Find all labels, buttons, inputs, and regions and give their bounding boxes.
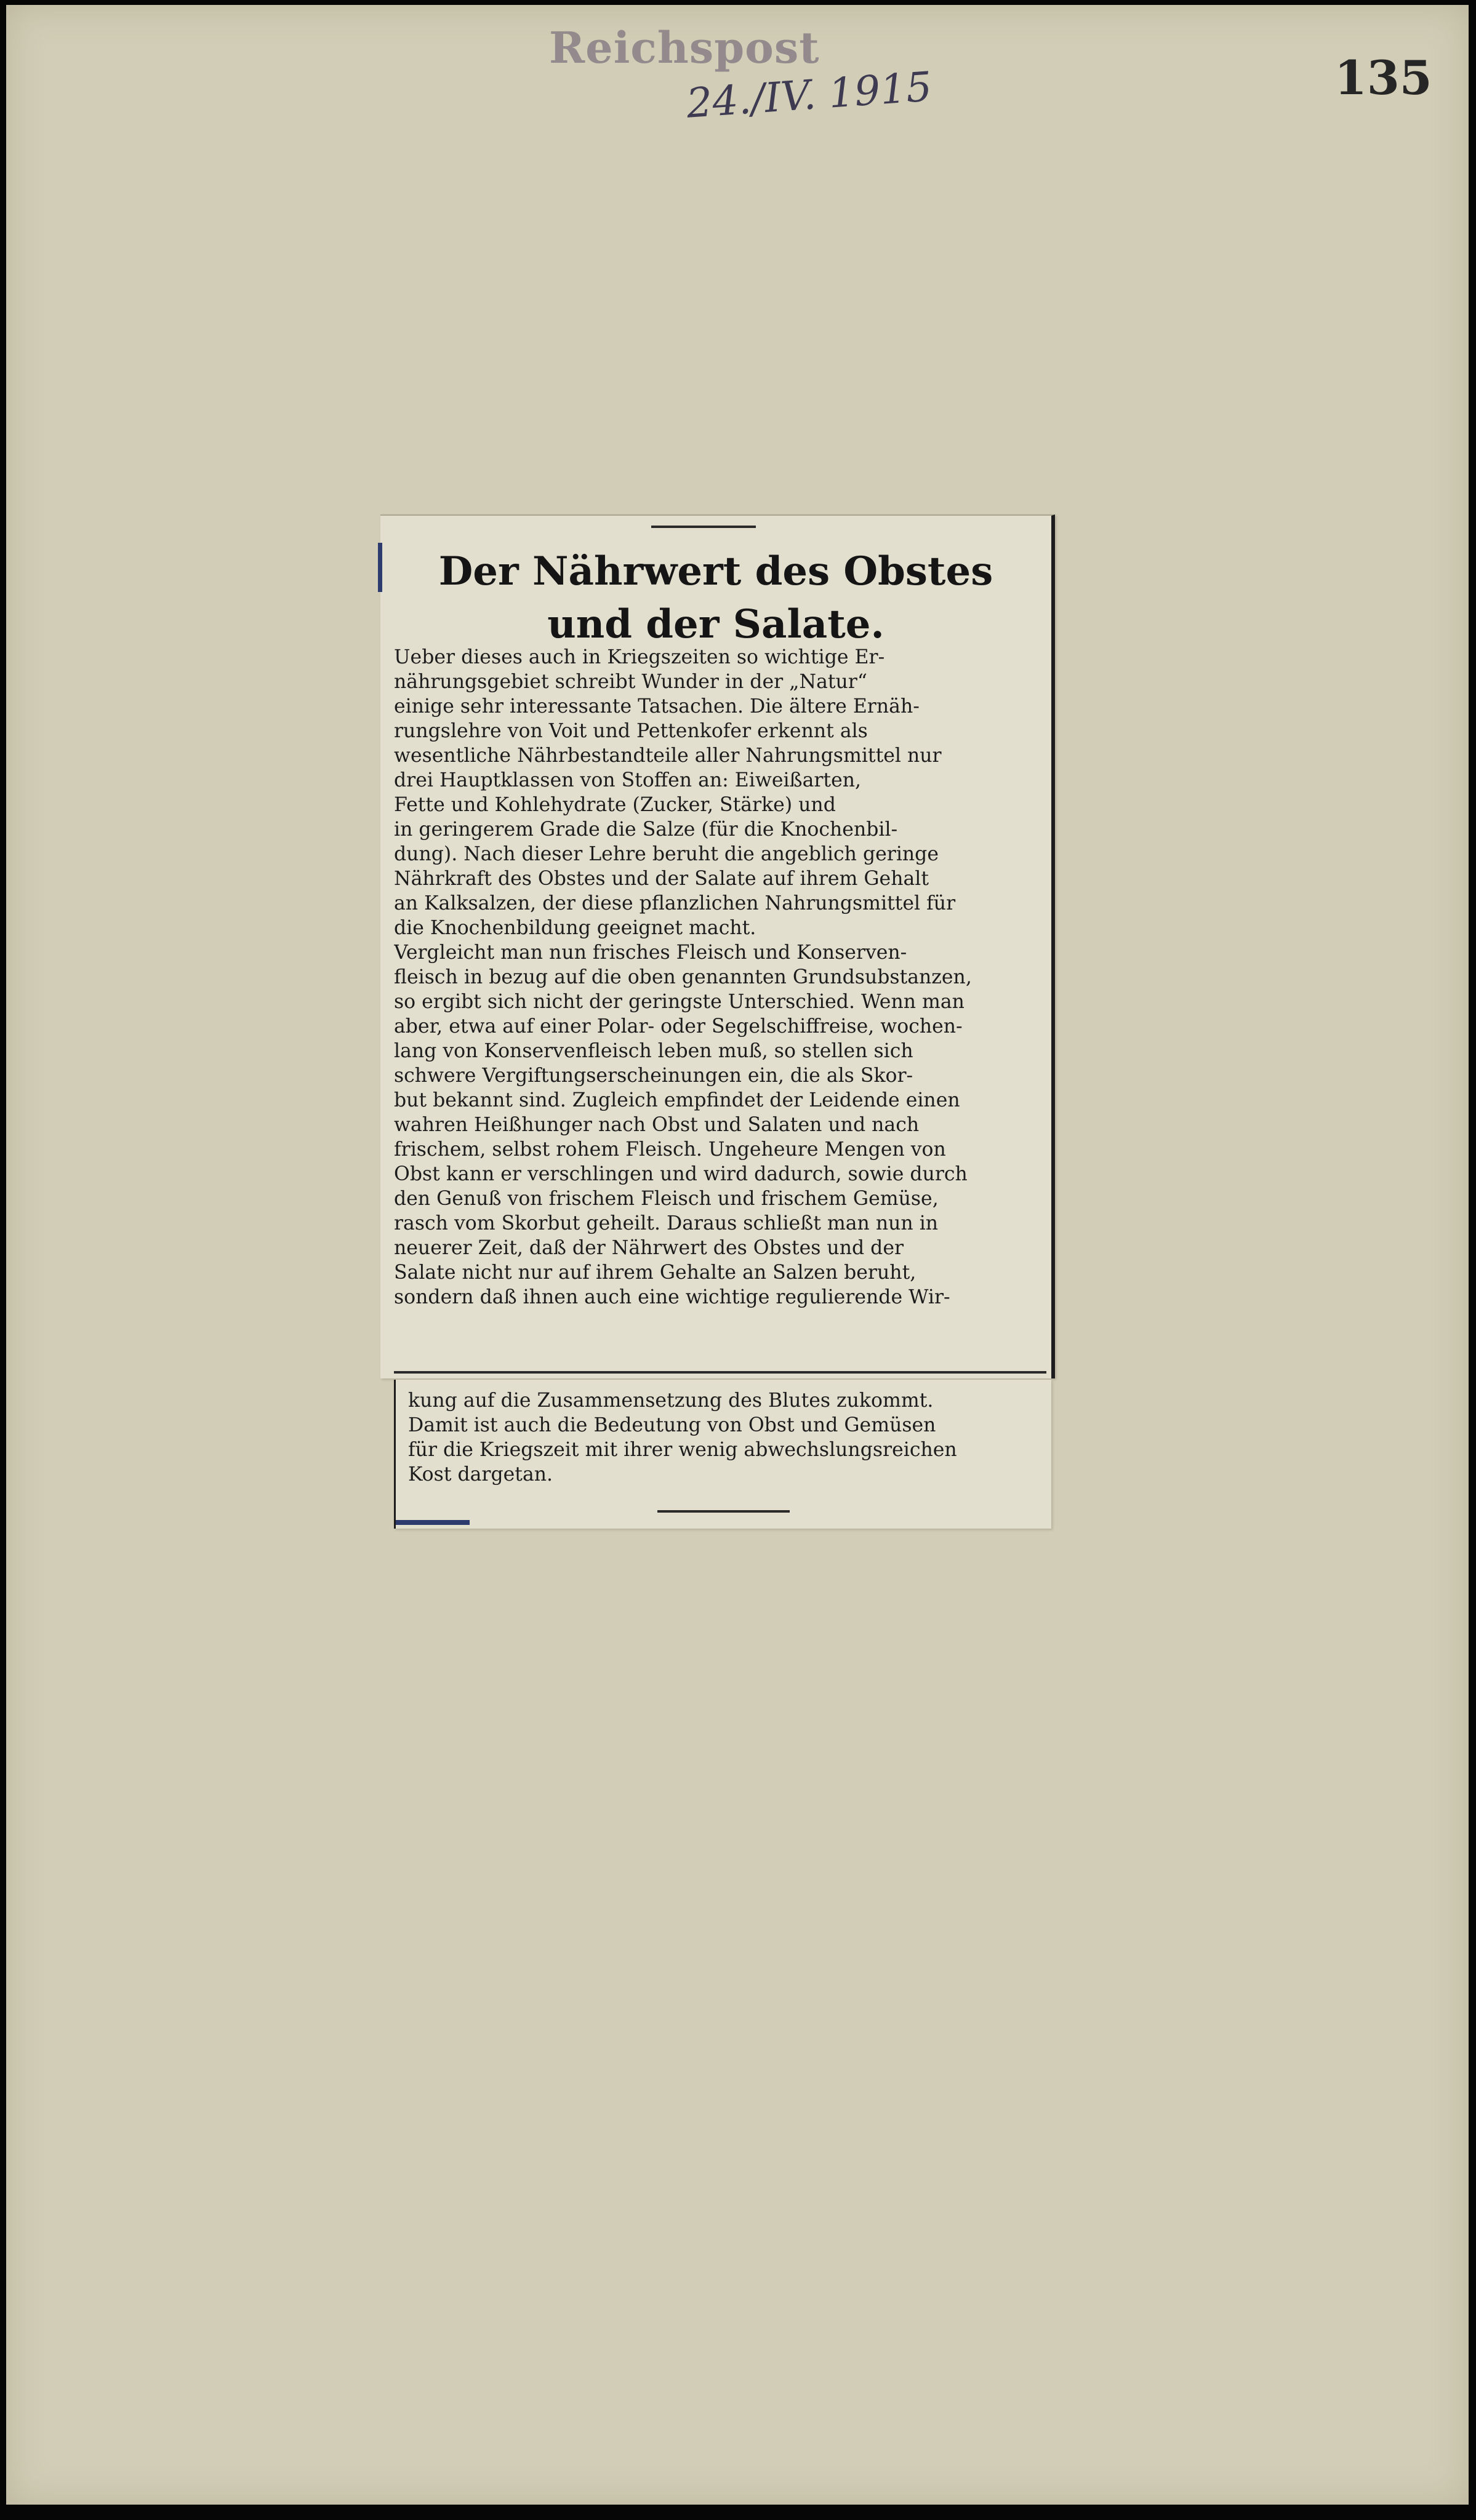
- article-line: rungslehre von Voit und Pettenkofer erkennt als: [394, 720, 868, 742]
- reichspost-stamp: Reichspost: [549, 22, 820, 73]
- column-break-rule: [394, 1371, 1046, 1374]
- article-line: Kost dargetan.: [408, 1463, 553, 1486]
- newspaper-clipping-top: [380, 514, 1055, 1378]
- article-line: but bekannt sind. Zugleich empfindet der Leidende einen: [394, 1089, 960, 1111]
- article-line: nährungsgebiet schreibt Wunder in der „Natur“: [394, 671, 867, 693]
- article-line: Damit ist auch die Bedeutung von Obst und Gemüsen: [408, 1414, 936, 1436]
- article-line: Vergleicht man nun frisches Fleisch und Konserven-: [394, 942, 907, 964]
- article-line: einige sehr interessante Tatsachen. Die ältere Ernäh-: [394, 695, 920, 718]
- article-line: Fette und Kohlehydrate (Zucker, Stärke) und: [394, 794, 836, 816]
- article-line: dung). Nach dieser Lehre beruht die angeblich geringe: [394, 843, 939, 865]
- article-line: die Knochenbildung geeignet macht.: [394, 917, 756, 939]
- article-line: in geringerem Grade die Salze (für die Knochenbil-: [394, 818, 898, 841]
- article-line: lang von Konservenfleisch leben muß, so stellen sich: [394, 1040, 913, 1062]
- end-rule: [657, 1510, 790, 1513]
- article-body-part2: [408, 1388, 1048, 1487]
- top-rule: [651, 526, 756, 528]
- article-line: an Kalksalzen, der diese pflanzlichen Nahrungsmittel für: [394, 892, 956, 914]
- article-line: Obst kann er verschlingen und wird dadurch, sowie durch: [394, 1163, 968, 1185]
- article-line: frischem, selbst rohem Fleisch. Ungeheure Mengen von: [394, 1138, 946, 1161]
- article-line: drei Hauptklassen von Stoffen an: Eiweißarten,: [394, 769, 862, 791]
- article-line: für die Kriegszeit mit ihrer wenig abwechslungsreichen: [408, 1439, 957, 1461]
- article-line: aber, etwa auf einer Polar- oder Segelschiffreise, wochen-: [394, 1015, 963, 1038]
- article-line: neuerer Zeit, daß der Nährwert des Obstes und der: [394, 1237, 904, 1259]
- article-line: sondern daß ihnen auch eine wichtige regulierende Wir-: [394, 1286, 950, 1308]
- article-line: wesentliche Nährbestandteile aller Nahrungsmittel nur: [394, 745, 942, 767]
- article-line: Salate nicht nur auf ihrem Gehalte an Salzen beruht,: [394, 1262, 916, 1284]
- article-line: wahren Heißhunger nach Obst und Salaten und nach: [394, 1114, 920, 1136]
- article-line: schwere Vergiftungserscheinungen ein, die als Skor-: [394, 1065, 913, 1087]
- article-body-part1: [394, 645, 1040, 1310]
- newspaper-clipping-bottom: [394, 1380, 1051, 1529]
- article-line: kung auf die Zusammensetzung des Blutes zukommt.: [408, 1390, 934, 1412]
- article-headline: Der Nährwert des Obstes und der Salate.: [438, 548, 993, 647]
- folio-number: 135: [1334, 50, 1432, 105]
- article-line: Ueber dieses auch in Kriegszeiten so wichtige Er-: [394, 646, 885, 668]
- article-line: fleisch in bezug auf die oben genannten Grundsubstanzen,: [394, 966, 972, 988]
- article-line: den Genuß von frischem Fleisch und frischem Gemüse,: [394, 1188, 939, 1210]
- article-line: rasch vom Skorbut geheilt. Daraus schließt man nun in: [394, 1212, 939, 1234]
- blue-pencil-mark: [396, 1520, 470, 1525]
- handwritten-date: 24./IV. 1915: [684, 63, 934, 127]
- article-line: so ergibt sich nicht der geringste Unterschied. Wenn man: [394, 991, 965, 1013]
- article-line: Nährkraft des Obstes und der Salate auf ihrem Gehalt: [394, 868, 929, 890]
- left-marker-rule: [378, 543, 382, 592]
